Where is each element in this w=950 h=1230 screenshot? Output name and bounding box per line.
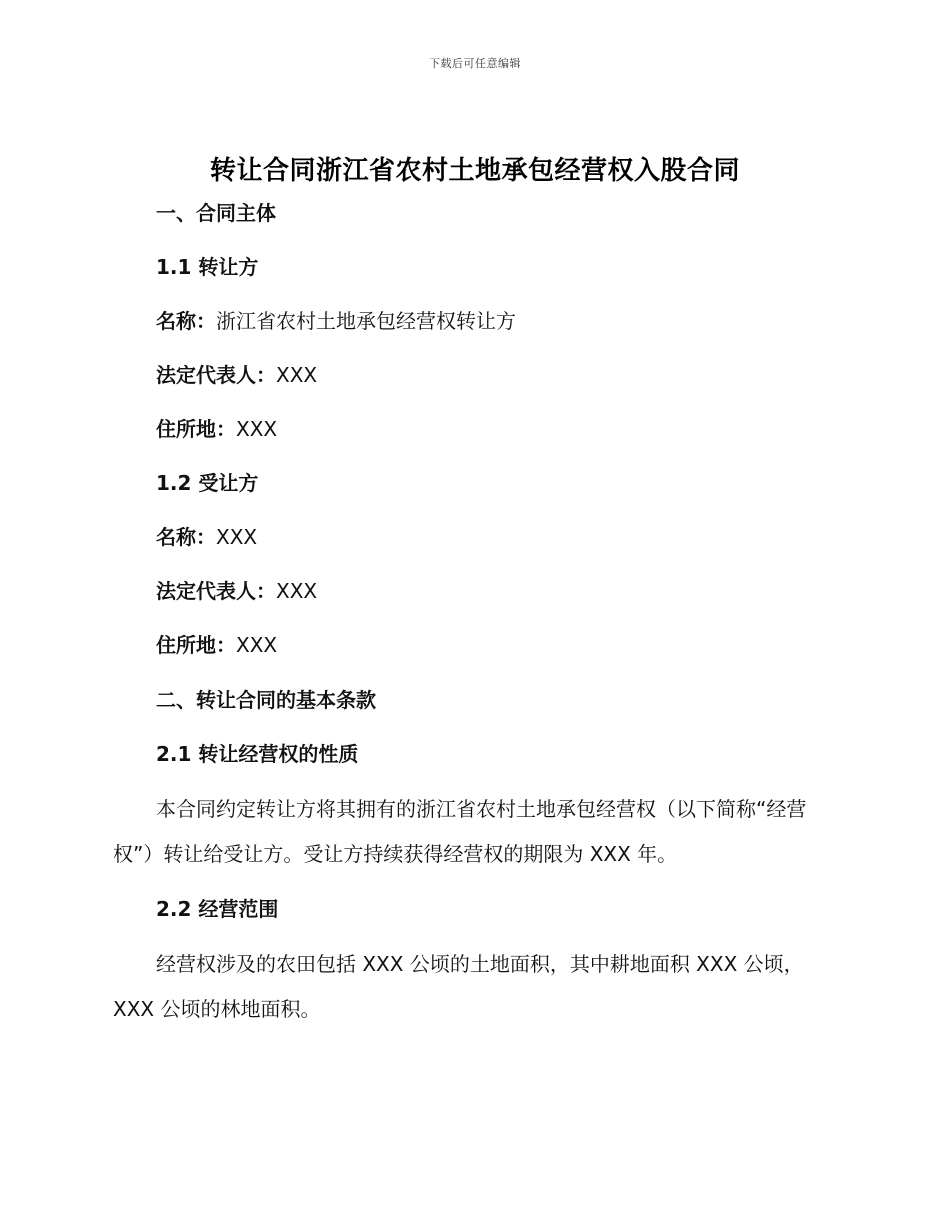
transferor-address-value: XXX (236, 417, 278, 441)
transferor-name-line (156, 307, 516, 335)
transferee-name-line (156, 523, 257, 551)
transferee-address-value: XXX (236, 633, 278, 657)
section-2-1-paragraph: 本合同约定转让方将其拥有的浙江省农村土地承包经营权（以下简称“经营权”）转让给受让方。受让方持续获得经营权的期限为 XXX 年。 (113, 797, 807, 866)
transferee-rep-label: 法定代表人： (156, 579, 276, 603)
section-2-heading: 二、转让合同的基本条款 (156, 688, 376, 712)
transferee-address-line (156, 631, 277, 659)
section-2-2-heading: 2.2 经营范围 (156, 897, 279, 921)
header-note: 下载后可任意编辑 (429, 57, 521, 70)
section-1-1-heading: 1.1 转让方 (156, 255, 259, 279)
transferee-name-value: XXX (216, 525, 258, 549)
section-2-1-heading: 2.1 转让经营权的性质 (156, 742, 359, 766)
section-1-2-heading: 1.2 受让方 (156, 471, 259, 495)
transferor-rep-value: XXX (276, 363, 318, 387)
transferor-address-line (156, 415, 277, 443)
document-title: 转让合同浙江省农村土地承包经营权入股合同 (209, 156, 740, 186)
transferee-rep-line (156, 577, 317, 605)
transferor-rep-label: 法定代表人： (156, 363, 276, 387)
transferor-name-label: 名称： (156, 309, 216, 333)
transferor-rep-line (156, 361, 317, 389)
transferee-address-label: 住所地： (156, 633, 236, 657)
transferor-name-value: 浙江省农村土地承包经营权转让方 (216, 309, 516, 333)
transferee-rep-value: XXX (276, 579, 318, 603)
section-1-heading: 一、合同主体 (156, 201, 276, 225)
transferee-name-label: 名称： (156, 525, 216, 549)
section-2-2-paragraph: 经营权涉及的农田包括 XXX 公顷的土地面积，其中耕地面积 XXX 公顷，XXX 公顷的林地面积。 (113, 952, 804, 1021)
transferor-address-label: 住所地： (156, 417, 236, 441)
